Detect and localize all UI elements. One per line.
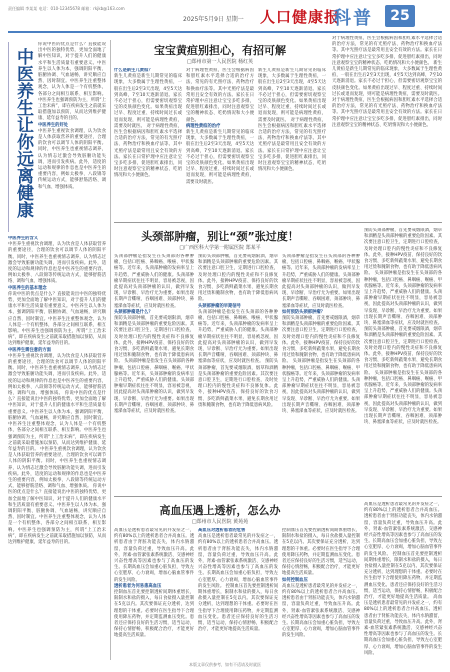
paragraph: 头颈部肿瘤是指发生在头颈部的各种肿瘤，包括口腔癌、鼻咽癌、喉癌、甲状腺癌等。近年来，头颈部肿瘤的发病率呈上升趋势，严重威胁人们的健康。头颈部肿瘤早期症状往往不明显，容易被忽视，因此提高对头颈部肿瘤的认识，做到早发现、早诊断、早治疗尤为重要。如果出现长期声音嘶哑、吞咽困难、颈部肿块、鼻塞涕血等症状，应及时就医检查。 xyxy=(364,370,442,426)
paragraph: 你说中医的优点是什么？直接能说出中医的独特优势，更加全面地了解中医知识，对于提升人们的健康水平和生活质量有重要意义。中医养生以人体为本，强调阴阳平衡、脏腑协调、气血通畅，讲究顺应自然、因时制宜。中医养生注重整体观念，认为人体是一个有机整体，各部分之间相互联系、相互影响。中医养生也强调预防为主，所谓“上工治未病”，即在疾病发生之前就采取措施加以预防，从而达到维护健康、延年益寿的目的。 xyxy=(38,42,106,122)
subhead: 中医养生的含义 xyxy=(8,236,39,241)
paragraph: 中医养生重视饮食调理，认为饮食是人体获取营养的重要途径，合理的饮食可以调节人体的阴阳平衡。同时，中医养生也重视情志调养，认为情志过激会导致脏腑功能失调，进而引发疾病。此外，适度的运动和规律的作息也是中医养生的重要内容，例如太极拳、八段锦等传统运动方式，能够舒筋活络、调和气血、增强体质。 xyxy=(38,128,106,190)
paragraph: 预防头颈部肿瘤，首先要戒烟限酒，烟草和酒精是头颈部肿瘤的重要危险因素。其次要注意口腔卫生，定期进行口腔检查，及时处理口腔内的慢性炎症和不良修复体。此外，接种HPV疫苗、保持良好的饮食习惯、多吃新鲜蔬菜水果、避免长期食用过烫和腌制食物，也有助于降低患病风险。 xyxy=(282,316,360,365)
subhead: 中医养生的好处 xyxy=(38,122,69,128)
column-left-bottom xyxy=(8,236,106,656)
page-footer: 本版文章仅供参考，如有不适请及时就医 xyxy=(189,662,261,667)
subhead: 中医养生的基本理念 xyxy=(8,285,47,291)
section-rule xyxy=(114,222,442,223)
subhead: 病理性黄疸的治疗 xyxy=(186,123,221,129)
paragraph: 高血压是透析患者最常见的并发症之一，约有80%以上的透析患者合并高血压。透析患者由于肾脏功能丧失，体内水钠潴留，容量负荷过重，导致血压升高。此外，肾素-血管紧张素系统激活、交感神经兴奋性增高等因素也参与了高血压的发生。长期高血压会加重心脏负担，导致左心室肥厚、心力衰竭，增加心脑血管事件的发生风险。 xyxy=(198,534,278,589)
article-jaundice-col1 xyxy=(114,68,182,218)
paragraph: 头颈部肿瘤是指发生在头颈部的各种肿瘤，包括口腔癌、鼻咽癌、喉癌、甲状腺癌等。近年来，头颈部肿瘤的发病率呈上升趋势，严重威胁人们的健康。头颈部肿瘤早期症状往往不明显，容易被忽视，因此提高对头颈部肿瘤的认识，做到早发现、早诊断、早治疗尤为重要。如果出现长期声音嘶哑、吞咽困难、颈部肿块、鼻塞涕血等症状，应及时就医检查。 xyxy=(114,359,194,415)
article-headneck-col2 xyxy=(198,254,278,492)
article-headneck-col1 xyxy=(114,254,194,492)
paragraph: 新生儿黄疸是新生儿期常见的临床现象，大多数属于生理性黄疸，一般在出生后2至3天出现，4至5天达到高峰，7至10天逐渐消退。家长不必过于担心，但需要密切观察宝宝的皮肤颜色变化。如果黄疸出现过早、程度过重、持续时间过长或退而复现，则可能是病理性黄疸，需要及时就医。 xyxy=(186,130,254,185)
paragraph: 控制血压首先要控制透析间期体重增长，限制水和盐的摄入，每日食盐摄入量控制在5克以内。其次要保证充分透析，达到理想的干体重。必要时在医生指导下合理使用降压药物，并定期监测血压变化。患者还应保持良好的生活习惯，适当运动，保持心情舒畅，积极配合治疗，才能更好地提高生活质量。 xyxy=(198,583,278,633)
byline-dialysis: □郑州市人民医院 黄苑苑 xyxy=(191,519,249,525)
section-name: 科普 xyxy=(333,8,373,29)
paragraph: 你说中医的优点是什么？直接能说出中医的独特优势，更加全面地了解中医知识，对于提升人们的健康水平和生活质量有重要意义。中医养生以人体为本，强调阴阳平衡、脏腑协调、气血通畅，讲究顺应自然、因时制宜。中医养生注重整体观念，认为人体是一个有机整体，各部分之间相互联系、相互影响。中医养生也强调预防为主，所谓“上工治未病”，即在疾病发生之前就采取措施加以预防，从而达到维护健康、延年益寿的目的。 xyxy=(8,391,106,452)
subhead: 头颈部肿瘤是什么？ xyxy=(114,309,153,315)
paragraph: 中医养生重视饮食调理，认为饮食是人体获取营养的重要途径，合理的饮食可以调节人体的阴阳平衡。同时，中医养生也重视情志调养，认为情志过激会导致脏腑功能失调，进而引发疾病。此外，适度的运动和规律的作息也是中医养生的重要内容，例如太极拳、八段锦等传统运动方式，能够舒筋活络、调和气血、增强体质。 xyxy=(8,353,106,397)
subhead: 高血压对透析患者的危害 xyxy=(198,528,246,533)
article-title-headneck: 头颈部肿瘤，别让“颈”张过度！ xyxy=(141,230,299,243)
page-header xyxy=(0,0,450,32)
subhead: 头颈部肿瘤的早期信号 xyxy=(198,303,241,309)
article-title-dialysis: 高血压遇上透析，怎么办 xyxy=(159,504,281,517)
subhead: 中医养生需注意的方面 xyxy=(8,347,51,353)
contact-line: 责任编辑 李某某 电话：010-12345678 邮箱：rkjkb@163.com xyxy=(8,6,125,11)
paragraph: 你说中医的优点是什么？直接能说出中医的独特优势，更加全面地了解中医知识，对于提升人们的健康水平和生活质量有重要意义。中医养生以人体为本，强调阴阳平衡、脏腑协调、气血通畅，讲究顺应自然、因时制宜。中医养生注重整体观念，认为人体是一个有机整体，各部分之间相互联系、相互影响。中医养生也强调预防为主，所谓“上工治未病”，即在疾病发生之前就采取措施加以预防，从而达到维护健康、延年益寿的目的。 xyxy=(8,291,106,347)
article-dialysis-col1 xyxy=(114,528,194,658)
byline-jaundice: □郑州市第一人民医院 杨红英 xyxy=(186,59,254,65)
masthead-logo: 人口健康报 xyxy=(260,8,341,26)
article-jaundice-col2 xyxy=(186,68,254,218)
article-dialysis-col2 xyxy=(198,528,278,658)
paragraph: 头颈部肿瘤是指发生在头颈部的各种肿瘤，包括口腔癌、鼻咽癌、喉癌、甲状腺癌等。近年来，头颈部肿瘤的发病率呈上升趋势，严重威胁人们的健康。头颈部肿瘤早期症状往往不明显，容易被忽视，因此提高对头颈部肿瘤的认识，做到早发现、早诊断、早治疗尤为重要。如果出现长期声音嘶哑、吞咽困难、颈部肿块、鼻塞涕血等症状，应及时就医检查。 xyxy=(364,271,442,327)
article-headneck-col4 xyxy=(364,228,442,492)
paragraph: 预防头颈部肿瘤，首先要戒烟限酒，烟草和酒精是头颈部肿瘤的重要危险因素。其次要注意口腔卫生，定期进行口腔检查，及时处理口腔内的慢性炎症和不良修复体。此外，接种HPV疫苗、保持良好的饮食习惯、多吃新鲜蔬菜水果、避免长期食用过烫和腌制食物，也有助于降低患病风险。 xyxy=(114,316,194,365)
paragraph: 中医养生重视饮食调理，认为饮食是人体获取营养的重要途径，合理的饮食可以调节人体的阴阳平衡。同时，中医养生也重视情志调养，认为情志过激会导致脏腑功能失调，进而引发疾病。此外，适度的运动和规律的作息也是中医养生的重要内容，例如太极拳、八段锦等传统运动方式，能够舒筋活络、调和气血、增强体质。 xyxy=(8,242,106,285)
paragraph: 头颈部肿瘤是指发生在头颈部的各种肿瘤，包括口腔癌、鼻咽癌、喉癌、甲状腺癌等。近年来，头颈部肿瘤的发病率呈上升趋势，严重威胁人们的健康。头颈部肿瘤早期症状往往不明显，容易被忽视，因此提高对头颈部肿瘤的认识，做到早发现、早诊断、早治疗尤为重要。如果出现长期声音嘶哑、吞咽困难、颈部肿块、鼻塞涕血等症状，应及时就医检查。 xyxy=(282,359,360,415)
paragraph: 新生儿黄疸是新生儿期常见的临床现象，大多数属于生理性黄疸，一般在出生后2至3天出现，4至5天达到高峰，7至10天逐渐消退。家长不必过于担心，但需要密切观察宝宝的皮肤颜色变化。如果黄疸出现过早、程度过重、持续时间过长或退而复现，则可能是病理性黄疸，需要及时就医。 xyxy=(258,68,326,123)
paragraph: 对于病理性黄疸，医生会根据病因和胆红素水平选择合适的治疗方法，常见的有光照疗法、药物治疗和换血疗法等。其中光照疗法是最常用且安全有效的方法。家长在日常护理中应注意让宝宝多吃多排，促进胆红素排出，同时注意观察宝宝的精神状态、吃奶情况和大小便颜色。 xyxy=(186,68,254,123)
paragraph: 新生儿黄疸是新生儿期常见的临床现象，大多数属于生理性黄疸，一般在出生后2至3天出现，4至5天达到高峰，7至10天逐渐消退。家长不必过于担心，但需要密切观察宝宝的皮肤颜色变化。如果黄疸出现过早、程度过重、持续时间过长或退而复现，则可能是病理性黄疸，需要及时就医。 xyxy=(332,60,442,97)
dateline: 2025年5月9日 星期一 xyxy=(183,16,244,23)
paragraph: 对于病理性黄疸，医生会根据病因和胆红素水平选择合适的治疗方法，常见的有光照疗法、药物治疗和换血疗法等。其中光照疗法是最常用且安全有效的方法。家长在日常护理中应注意让宝宝多吃多排，促进胆红素排出，同时注意观察宝宝的精神状态、吃奶情况和大小便颜色。 xyxy=(332,98,442,128)
header-rule xyxy=(8,31,442,33)
paragraph: 控制血压首先要控制透析间期体重增长，限制水和盐的摄入，每日食盐摄入量控制在5克以内。其次要保证充分透析，达到理想的干体重。必要时在医生指导下合理使用降压药物，并定期监测血压变化。患者还应保持良好的生活习惯，适当运动，保持心情舒畅，积极配合治疗，才能更好地提高生活质量。 xyxy=(282,528,360,577)
paragraph: 对于病理性黄疸，医生会根据病因和胆红素水平选择合适的治疗方法，常见的有光照疗法、药物治疗和换血疗法等。其中光照疗法是最常用且安全有效的方法。家长在日常护理中应注意让宝宝多吃多排，促进胆红素排出，同时注意观察宝宝的精神状态、吃奶情况和大小便颜色。 xyxy=(114,123,182,179)
paragraph: 新生儿黄疸是新生儿期常见的临床现象，大多数属于生理性黄疸，一般在出生后2至3天出现，4至5天达到高峰，7至10天逐渐消退。家长不必过于担心，但需要密切观察宝宝的皮肤颜色变化。如果黄疸出现过早、程度过重、持续时间过长或退而复现，则可能是病理性黄疸，需要及时就医。 xyxy=(114,74,182,129)
article-jaundice-col4 xyxy=(332,36,442,218)
article-dialysis-col4 xyxy=(364,502,442,658)
paragraph: 控制血压首先要控制透析间期体重增长，限制水和盐的摄入，每日食盐摄入量控制在5克以内。其次要保证充分透析，达到理想的干体重。必要时在医生指导下合理使用降压药物，并定期监测血压变化。患者还应保持良好的生活习惯，适当运动，保持心情舒畅，积极配合治疗，才能更好地提高生活质量。 xyxy=(364,551,442,601)
byline-headneck: □广西医科大学第一附属医院 郑某平 xyxy=(179,245,261,251)
paragraph: 预防头颈部肿瘤，首先要戒烟限酒，烟草和酒精是头颈部肿瘤的重要危险因素。其次要注意口腔卫生，定期进行口腔检查，及时处理口腔内的慢性炎症和不良修复体。此外，接种HPV疫苗、保持良好的饮食习惯、多吃新鲜蔬菜水果、避免长期食用过烫和腌制食物，也有助于降低患病风险。 xyxy=(198,359,278,408)
article-dialysis-col3 xyxy=(282,528,360,658)
paragraph: 高血压是透析患者最常见的并发症之一，约有80%以上的透析患者合并高血压。透析患者由于肾脏功能丧失，体内水钠潴留，容量负荷过重，导致血压升高。此外，肾素-血管紧张素系统激活、交感神经兴奋性增高等因素也参与了高血压的发生。长期高血压会加重心脏负担，导致左心室肥厚、心力衰竭，增加心脑血管事件的发生风险。 xyxy=(364,595,442,656)
subhead: 如何控制血压 xyxy=(282,577,308,583)
column-left-top xyxy=(38,42,106,232)
page-number: 25 xyxy=(385,5,415,27)
paragraph: 预防头颈部肿瘤，首先要戒烟限酒，烟草和酒精是头颈部肿瘤的重要危险因素。其次要注意口腔卫生，定期进行口腔检查，及时处理口腔内的慢性炎症和不良修复体。此外，接种HPV疫苗、保持良好的饮食习惯、多吃新鲜蔬菜水果、避免长期食用过烫和腌制食物，也有助于降低患病风险。 xyxy=(198,254,278,303)
paragraph: 头颈部肿瘤是指发生在头颈部的各种肿瘤，包括口腔癌、鼻咽癌、喉癌、甲状腺癌等。近年来，头颈部肿瘤的发病率呈上升趋势，严重威胁人们的健康。头颈部肿瘤早期症状往往不明显，容易被忽视，因此提高对头颈部肿瘤的认识，做到早发现、早诊断、早治疗尤为重要。如果出现长期声音嘶哑、吞咽困难、颈部肿块、鼻塞涕血等症状，应及时就医检查。 xyxy=(282,254,360,309)
subhead: 如何预防头颈部肿瘤？ xyxy=(282,309,325,315)
paragraph: 控制血压首先要控制透析间期体重增长，限制水和盐的摄入，每日食盐摄入量控制在5克以内。其次要保证充分透析，达到理想的干体重。必要时在医生指导下合理使用降压药物，并定期监测血压变化。患者还应保持良好的生活习惯，适当运动，保持心情舒畅，积极配合治疗，才能更好地提高生活质量。 xyxy=(114,590,194,639)
paragraph: 你说中医的优点是什么？直接能说出中医的独特优势，更加全面地了解中医知识，对于提升人们的健康水平和生活质量有重要意义。中医养生以人体为本，强调阴阳平衡、脏腑协调、气血通畅，讲究顺应自然、因时制宜。中医养生注重整体观念，认为人体是一个有机整体，各部分之间相互联系、相互影响。中医养生也强调预防为主，所谓“上工治未病”，即在疾病发生之前就采取措施加以预防，从而达到维护健康、延年益寿的目的。 xyxy=(8,484,106,545)
article-jaundice-col3 xyxy=(258,68,326,218)
paragraph: 头颈部肿瘤是指发生在头颈部的各种肿瘤，包括口腔癌、鼻咽癌、喉癌、甲状腺癌等。近年来，头颈部肿瘤的发病率呈上升趋势，严重威胁人们的健康。头颈部肿瘤早期症状往往不明显，容易被忽视，因此提高对头颈部肿瘤的认识，做到早发现、早诊断、早治疗尤为重要。如果出现长期声音嘶哑、吞咽困难、颈部肿块、鼻塞涕血等症状，应及时就医检查。 xyxy=(198,309,278,365)
section-rule xyxy=(114,496,442,497)
subhead: 什么是新生儿黄疸？ xyxy=(114,68,153,73)
vertical-title: 中医养生让你远离健康 xyxy=(13,48,33,218)
paragraph: 预防头颈部肿瘤，首先要戒烟限酒，烟草和酒精是头颈部肿瘤的重要危险因素。其次要注意口腔卫生，定期进行口腔检查，及时处理口腔内的慢性炎症和不良修复体。此外，接种HPV疫苗、保持良好的饮食习惯、多吃新鲜蔬菜水果、避免长期食用过烫和腌制食物，也有助于降低患病风险。 xyxy=(364,228,442,277)
paragraph: 对于病理性黄疸，医生会根据病因和胆红素水平选择合适的治疗方法，常见的有光照疗法、药物治疗和换血疗法等。其中光照疗法是最常用且安全有效的方法。家长在日常护理中应注意让宝宝多吃多排，促进胆红素排出，同时注意观察宝宝的精神状态、吃奶情况和大小便颜色。 xyxy=(332,36,442,66)
paragraph: 高血压是透析患者最常见的并发症之一，约有80%以上的透析患者合并高血压。透析患者由于肾脏功能丧失，体内水钠潴留，容量负荷过重，导致血压升高。此外，肾素-血管紧张素系统激活、交感神经兴奋性增高等因素也参与了高血压的发生。长期高血压会加重心脏负担，导致左心室肥厚、心力衰竭，增加心脑血管事件的发生风险。 xyxy=(364,502,442,557)
paragraph: 高血压是透析患者最常见的并发症之一，约有80%以上的透析患者合并高血压。透析患者由于肾脏功能丧失，体内水钠潴留，容量负荷过重，导致血压升高。此外，肾素-血管紧张素系统激活、交感神经兴奋性增高等因素也参与了高血压的发生。长期高血压会加重心脏负担，导致左心室肥厚、心力衰竭，增加心脑血管事件的发生风险。 xyxy=(114,528,194,583)
subhead: 透析患者为何易患高血压 xyxy=(114,583,162,589)
paragraph: 对于病理性黄疸，医生会根据病因和胆红素水平选择合适的治疗方法，常见的有光照疗法、药物治疗和换血疗法等。其中光照疗法是最常用且安全有效的方法。家长在日常护理中应注意让宝宝多吃多排，促进胆红素排出，同时注意观察宝宝的精神状态、吃奶情况和大小便颜色。 xyxy=(258,117,326,173)
paragraph: 预防头颈部肿瘤，首先要戒烟限酒，烟草和酒精是头颈部肿瘤的重要危险因素。其次要注意口腔卫生，定期进行口腔检查，及时处理口腔内的慢性炎症和不良修复体。此外，接种HPV疫苗、保持良好的饮食习惯、多吃新鲜蔬菜水果、避免长期食用过烫和腌制食物，也有助于降低患病风险。 xyxy=(364,327,442,376)
paragraph: 中医养生重视饮食调理，认为饮食是人体获取营养的重要途径，合理的饮食可以调节人体的阴阳平衡。同时，中医养生也重视情志调养，认为情志过激会导致脏腑功能失调，进而引发疾病。此外，适度的运动和规律的作息也是中医养生的重要内容，例如太极拳、八段锦等传统运动方式，能够舒筋活络、调和气血、增强体质。 xyxy=(8,446,106,490)
column-divider xyxy=(110,40,111,660)
article-title-jaundice: 宝宝黄疸别担心，有招可解 xyxy=(154,44,286,57)
paragraph: 头颈部肿瘤是指发生在头颈部的各种肿瘤，包括口腔癌、鼻咽癌、喉癌、甲状腺癌等。近年来，头颈部肿瘤的发病率呈上升趋势，严重威胁人们的健康。头颈部肿瘤早期症状往往不明显，容易被忽视，因此提高对头颈部肿瘤的认识，做到早发现、早诊断、早治疗尤为重要。如果出现长期声音嘶哑、吞咽困难、颈部肿块、鼻塞涕血等症状，应及时就医检查。 xyxy=(114,254,194,309)
article-headneck-col3 xyxy=(282,254,360,492)
paragraph: 高血压是透析患者最常见的并发症之一，约有80%以上的透析患者合并高血压。透析患者由于肾脏功能丧失，体内水钠潴留，容量负荷过重，导致血压升高。此外，肾素-血管紧张素系统激活、交感神经兴奋性增高等因素也参与了高血压的发生。长期高血压会加重心脏负担，导致左心室肥厚、心力衰竭，增加心脑血管事件的发生风险。 xyxy=(282,583,360,639)
